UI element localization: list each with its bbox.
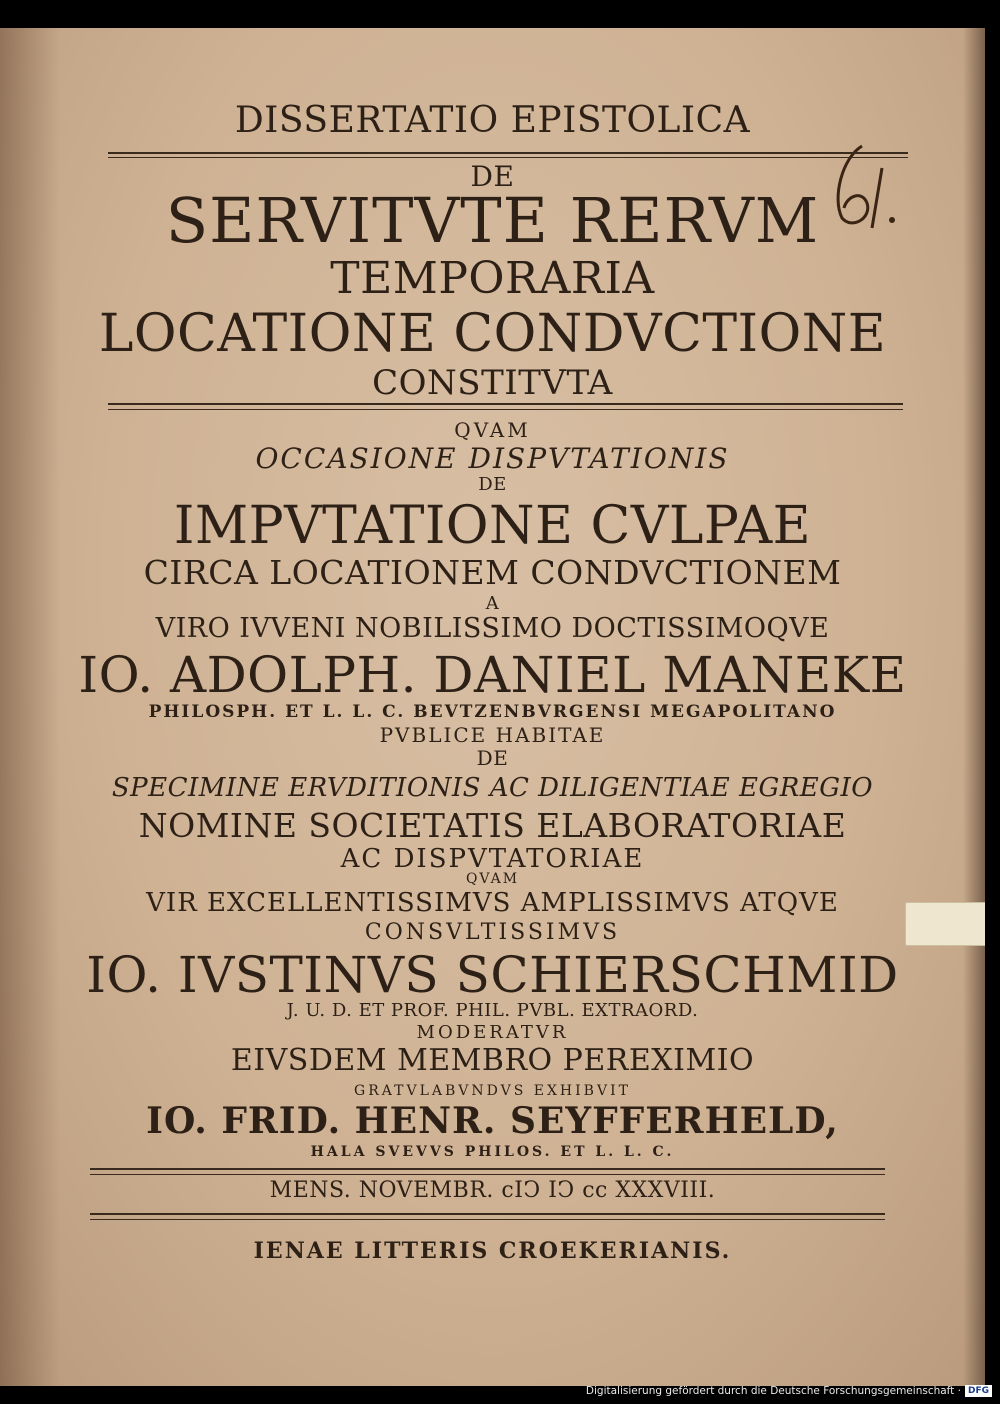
rule-2b bbox=[108, 409, 903, 410]
footer-text: Digitalisierung gefördert durch die Deutsche Forschungsgemeinschaft · bbox=[585, 1385, 961, 1397]
line-imputatione: IMPVTATIONE CVLPAE bbox=[173, 496, 812, 556]
line-quam-1: QVAM bbox=[454, 418, 531, 442]
line-constituta: CONSTITVTA bbox=[372, 363, 613, 403]
line-philosph: PHILOSPH. ET L. L. C. BEVTZENBVRGENSI MEGAPOLITANO bbox=[148, 702, 837, 722]
line-seyfferheld: IO. FRID. HENR. SEYFFERHELD, bbox=[146, 1100, 839, 1142]
rule-4 bbox=[90, 1213, 885, 1215]
line-schierschmid: IO. IVSTINVS SCHIERSCHMID bbox=[86, 946, 899, 1004]
line-a: A bbox=[485, 593, 500, 614]
rule-1 bbox=[108, 152, 908, 154]
line-consultissimus: CONSVLTISSIMVS bbox=[364, 920, 621, 945]
line-dissertatio: DISSERTATIO EPISTOLICA bbox=[234, 100, 751, 141]
line-specimine: SPECIMINE ERVDITIONIS AC DILIGENTIAE EGREGIO bbox=[111, 773, 874, 803]
line-de-1: DE bbox=[470, 160, 515, 193]
rule-1b bbox=[108, 157, 908, 158]
line-hala: HALA SVEVVS PHILOS. ET L. L. C. bbox=[310, 1144, 675, 1160]
line-viro: VIRO IVVENI NOBILISSIMO DOCTISSIMOQVE bbox=[155, 613, 830, 644]
dfg-logo: DFG bbox=[965, 1385, 992, 1397]
line-ac-disputatoriae: AC DISPVTATORIAE bbox=[340, 844, 645, 874]
line-jud: J. U. D. ET PROF. PHIL. PVBL. EXTRAORD. bbox=[286, 1000, 699, 1021]
rule-4b bbox=[90, 1219, 885, 1220]
line-gratulabundus: GRATVLABVNDVS EXHIBVIT bbox=[354, 1083, 631, 1099]
rule-2 bbox=[108, 403, 903, 405]
rule-3b bbox=[90, 1174, 885, 1175]
line-de-2: DE bbox=[478, 474, 507, 495]
line-circa: CIRCA LOCATIONEM CONDVCTIONEM bbox=[143, 553, 842, 592]
line-de-3: DE bbox=[476, 746, 509, 770]
footer bbox=[586, 1384, 992, 1398]
line-nomine: NOMINE SOCIETATIS ELABORATORIAE bbox=[138, 806, 847, 845]
line-publice: PVBLICE HABITAE bbox=[379, 723, 606, 747]
line-maneke: IO. ADOLPH. DANIEL MANEKE bbox=[78, 646, 907, 704]
line-quam-2: QVAM bbox=[465, 871, 520, 887]
rule-3 bbox=[90, 1168, 885, 1170]
line-occasione: OCCASIONE DISPVTATIONIS bbox=[255, 442, 730, 475]
title-page bbox=[0, 28, 985, 1386]
line-date: MENS. NOVEMBR. cIↃ IↃ cc XXXVIII. bbox=[269, 1178, 716, 1203]
line-eiusdem: EIVSDEM MEMBRO PEREXIMIO bbox=[230, 1043, 755, 1078]
line-vir: VIR EXCELLENTISSIMVS AMPLISSIMVS ATQVE bbox=[146, 888, 839, 918]
line-moderatur: MODERATVR bbox=[416, 1022, 569, 1043]
line-temporaria: TEMPORARIA bbox=[330, 253, 655, 304]
line-servitute: SERVITVTE RERVM bbox=[165, 184, 820, 257]
line-imprint: IENAE LITTERIS CROEKERIANIS. bbox=[253, 1238, 732, 1264]
line-locatione: LOCATIONE CONDVCTIONE bbox=[98, 304, 887, 364]
